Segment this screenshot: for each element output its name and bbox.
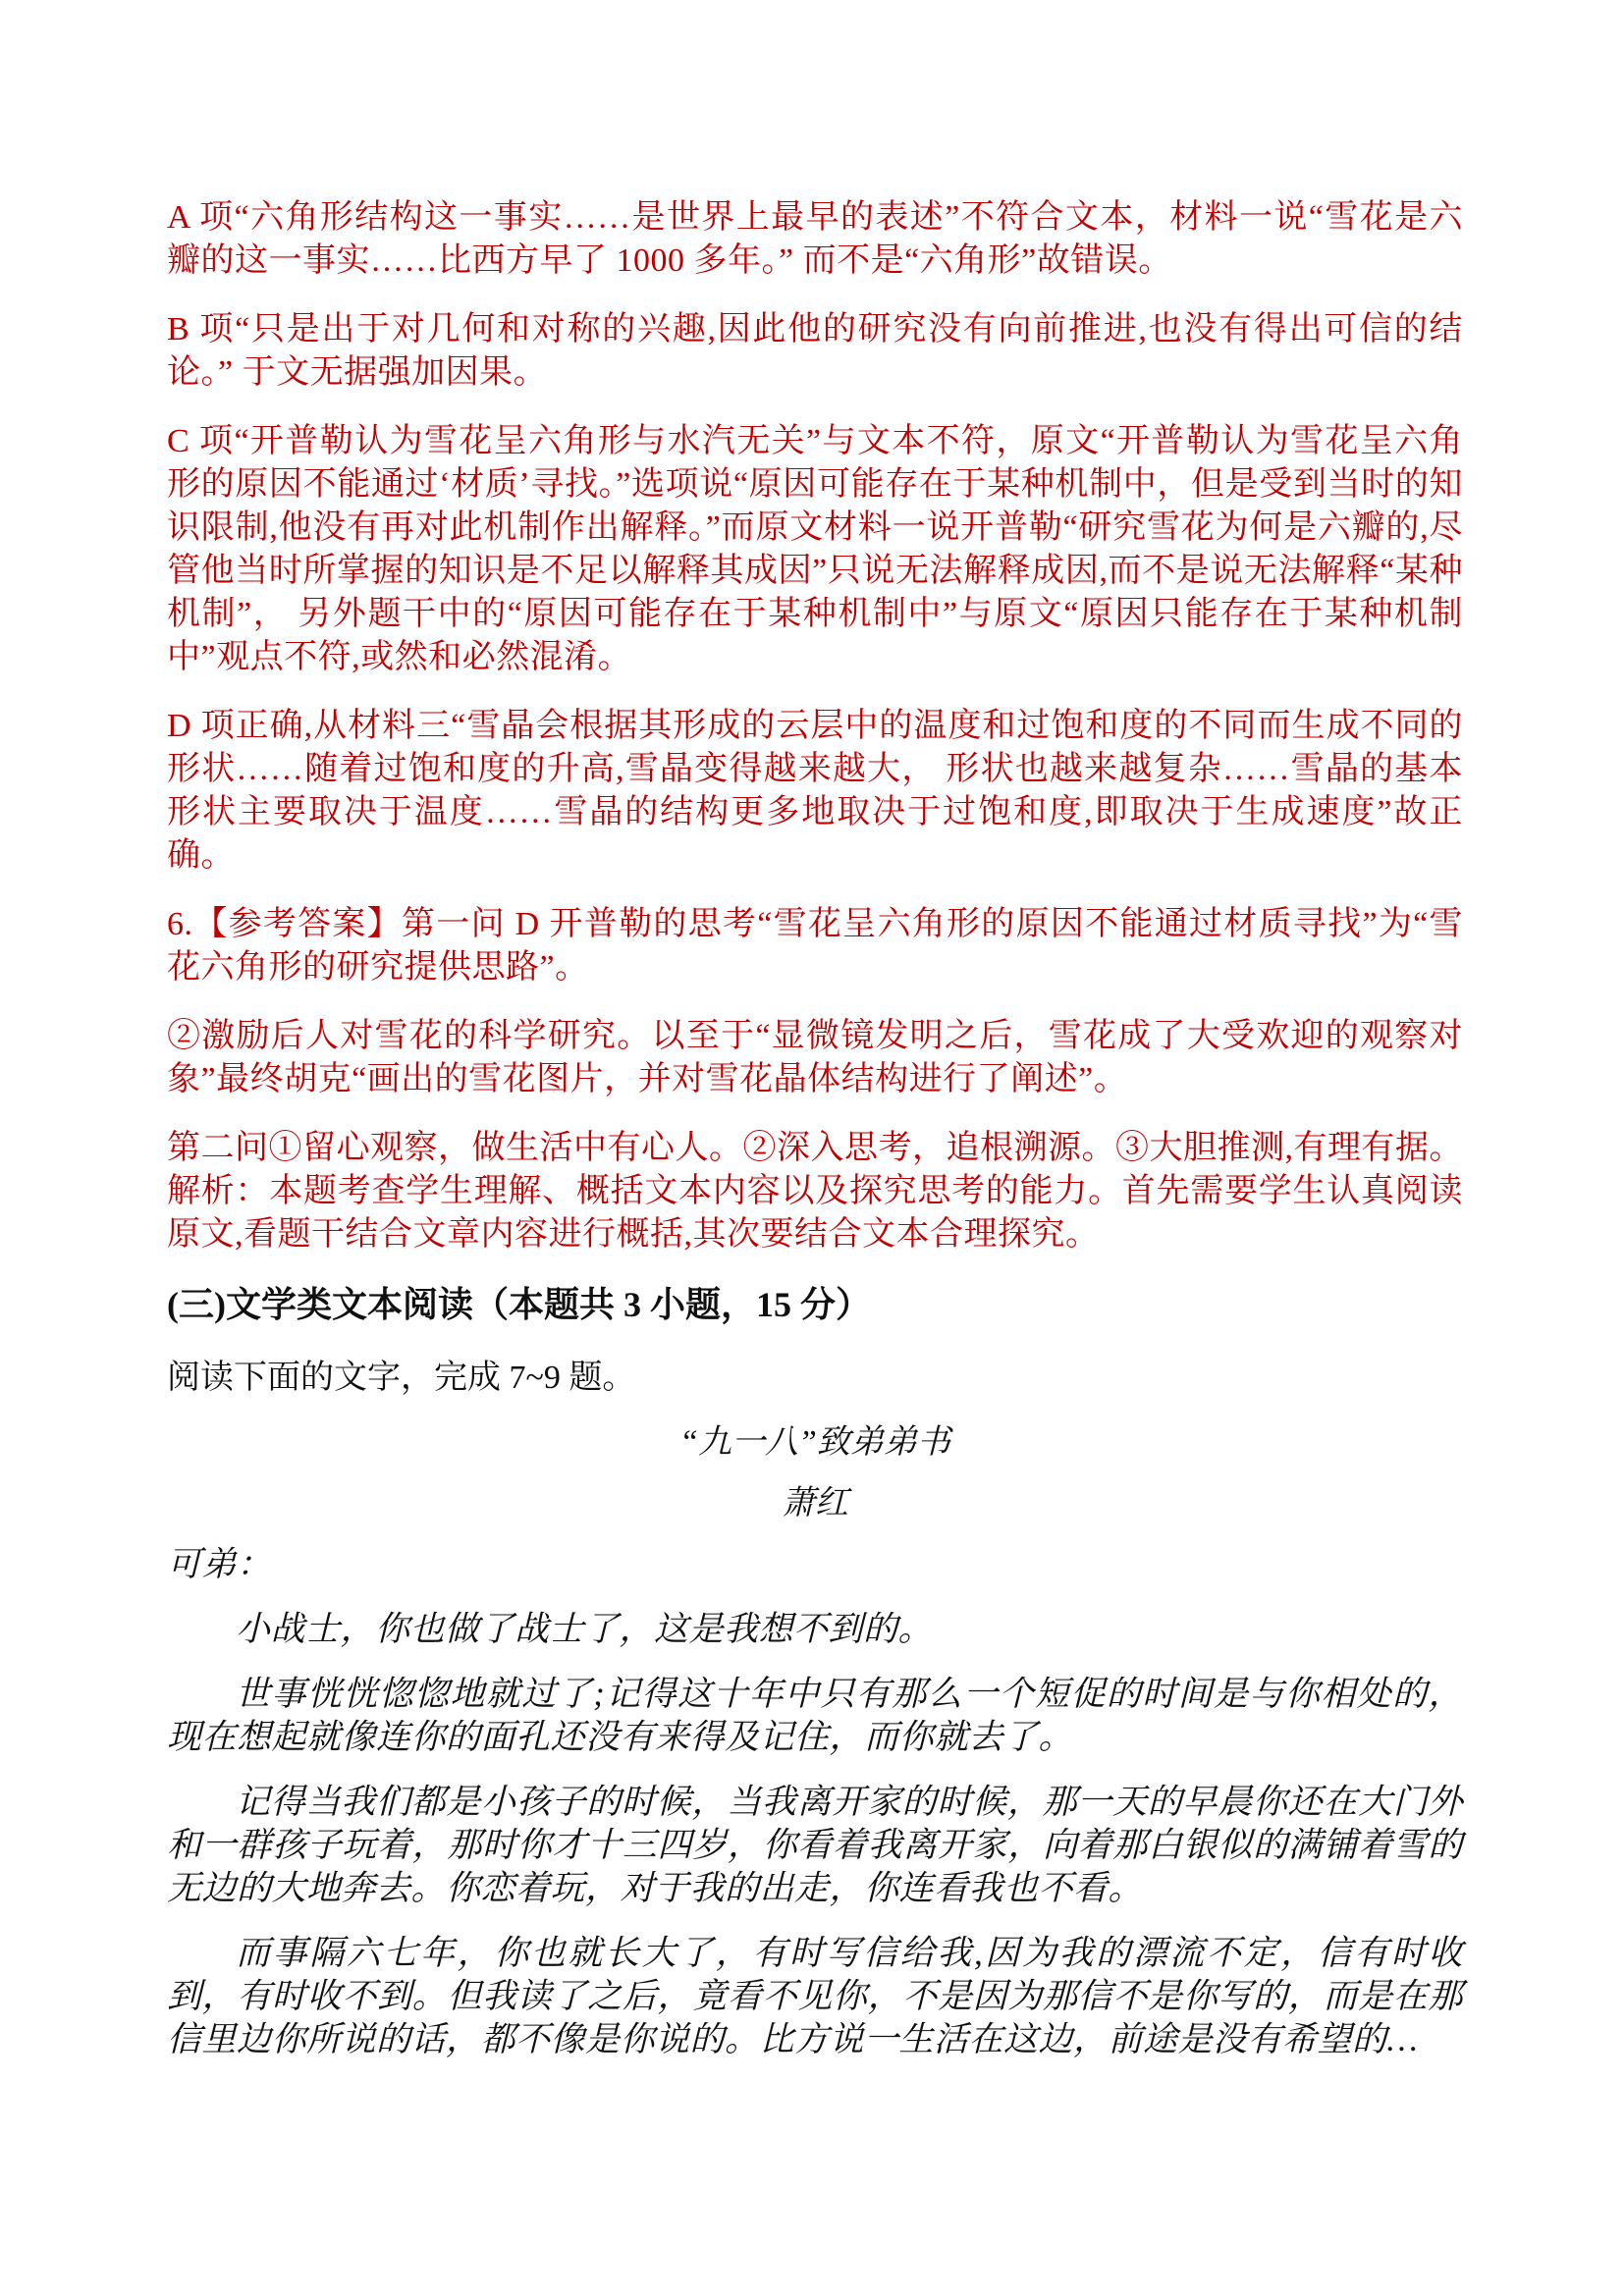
reading-instruction: 阅读下面的文字，完成 7~9 题。 [167, 1360, 636, 1396]
reference-answer-point-2: ②激励后人对雪花的科学研究。以至于“显微镜发明之后，雪花成了大受欢迎的观察对象”最终胡克“画出的雪花图片，并对雪花晶体结构进行了阐述”。 [167, 1018, 1463, 1097]
passage-paragraph-4: 而事隔六七年，你也就长大了，有时写信给我,因为我的漂流不定，信有时收到，有时收不到。但我读了之后，竟看不见你，不是因为那信不是你写的，而是在那信里边你所说的话，都不像是你说的。比方说一生活在这边，前途是没有希望的… [167, 1934, 1463, 2058]
passage-paragraph-1: 小战士，你也做了战士了，这是我想不到的。 [236, 1610, 934, 1648]
passage-title: “九一八”致弟弟书 [679, 1424, 950, 1461]
passage-salutation: 可弟： [167, 1545, 272, 1583]
answer-paragraph-d: D 项正确,从材料三“雪晶会根据其形成的云层中的温度和过饱和度的不同而生成不同的形状……随着过饱和度的升高,雪晶变得越来越大， 形状也越来越复杂……雪晶的基本形状主要取决于温度……雪晶的结构更多地取决于过饱和度,即取决于生成速度”故正确。 [167, 708, 1463, 874]
answer-paragraph-b: B 项“只是出于对几何和对称的兴趣,因此他的研究没有向前推进,也没有得出可信的结论。” 于文无据强加因果。 [167, 311, 1463, 391]
passage-paragraph-2: 世事恍恍惚惚地就过了;记得这十年中只有那么一个短促的时间是与你相处的，现在想起就像连你的面孔还没有来得及记住，而你就去了。 [167, 1675, 1463, 1756]
answer-paragraph-c: C 项“开普勒认为雪花呈六角形与水汽无关”与文本不符，原文“开普勒认为雪花呈六角形的原因不能通过‘材质’寻找。”选项说“原因可能存在于某种机制中，但是受到当时的知识限制,他没有再对此机制作出解释。”而原文材料一说开普勒“研究雪花为何是六瓣的,尽管他当时所掌握的知识是不足以解释其成因”只说无法解释成因,而不是说无法解释“某种机制”， 另外题干中的“原因可能存在于某种机制中”与原文“原因只能存在于某种机制中”观点不符,或然和必然混淆。 [167, 423, 1463, 675]
section-heading: (三)文学类文本阅读（本题共 3 小题，15 分） [167, 1285, 871, 1324]
reference-answer-question-2: 第二问①留心观察，做生活中有心人。②深入思考，追根溯源。③大胆推测,有理有据。解析：本题考查学生理解、概括文本内容以及探究思考的能力。首先需要学生认真阅读原文,看题干结合文章内容进行概括,其次要结合文本合理探究。 [167, 1130, 1463, 1253]
answer-paragraph-a: A 项“六角形结构这一事实……是世界上最早的表述”不符合文本，材料一说“雪花是六瓣的这一事实……比西方早了 1000 多年。” 而不是“六角形”故错误。 [167, 199, 1463, 279]
passage-author: 萧红 [782, 1485, 848, 1522]
reference-answer-q6: 6.【参考答案】第一问 D 开普勒的思考“雪花呈六角形的原因不能通过材质寻找”为“雪花六角形的研究提供思路”。 [167, 906, 1463, 986]
passage-paragraph-3: 记得当我们都是小孩子的时候，当我离开家的时候，那一天的早晨你还在大门外和一群孩子玩着，那时你才十三四岁，你看着我离开家，向着那白银似的满铺着雪的无边的大地奔去。你恋着玩，对于我的出走，你连看我也不看。 [167, 1783, 1463, 1907]
